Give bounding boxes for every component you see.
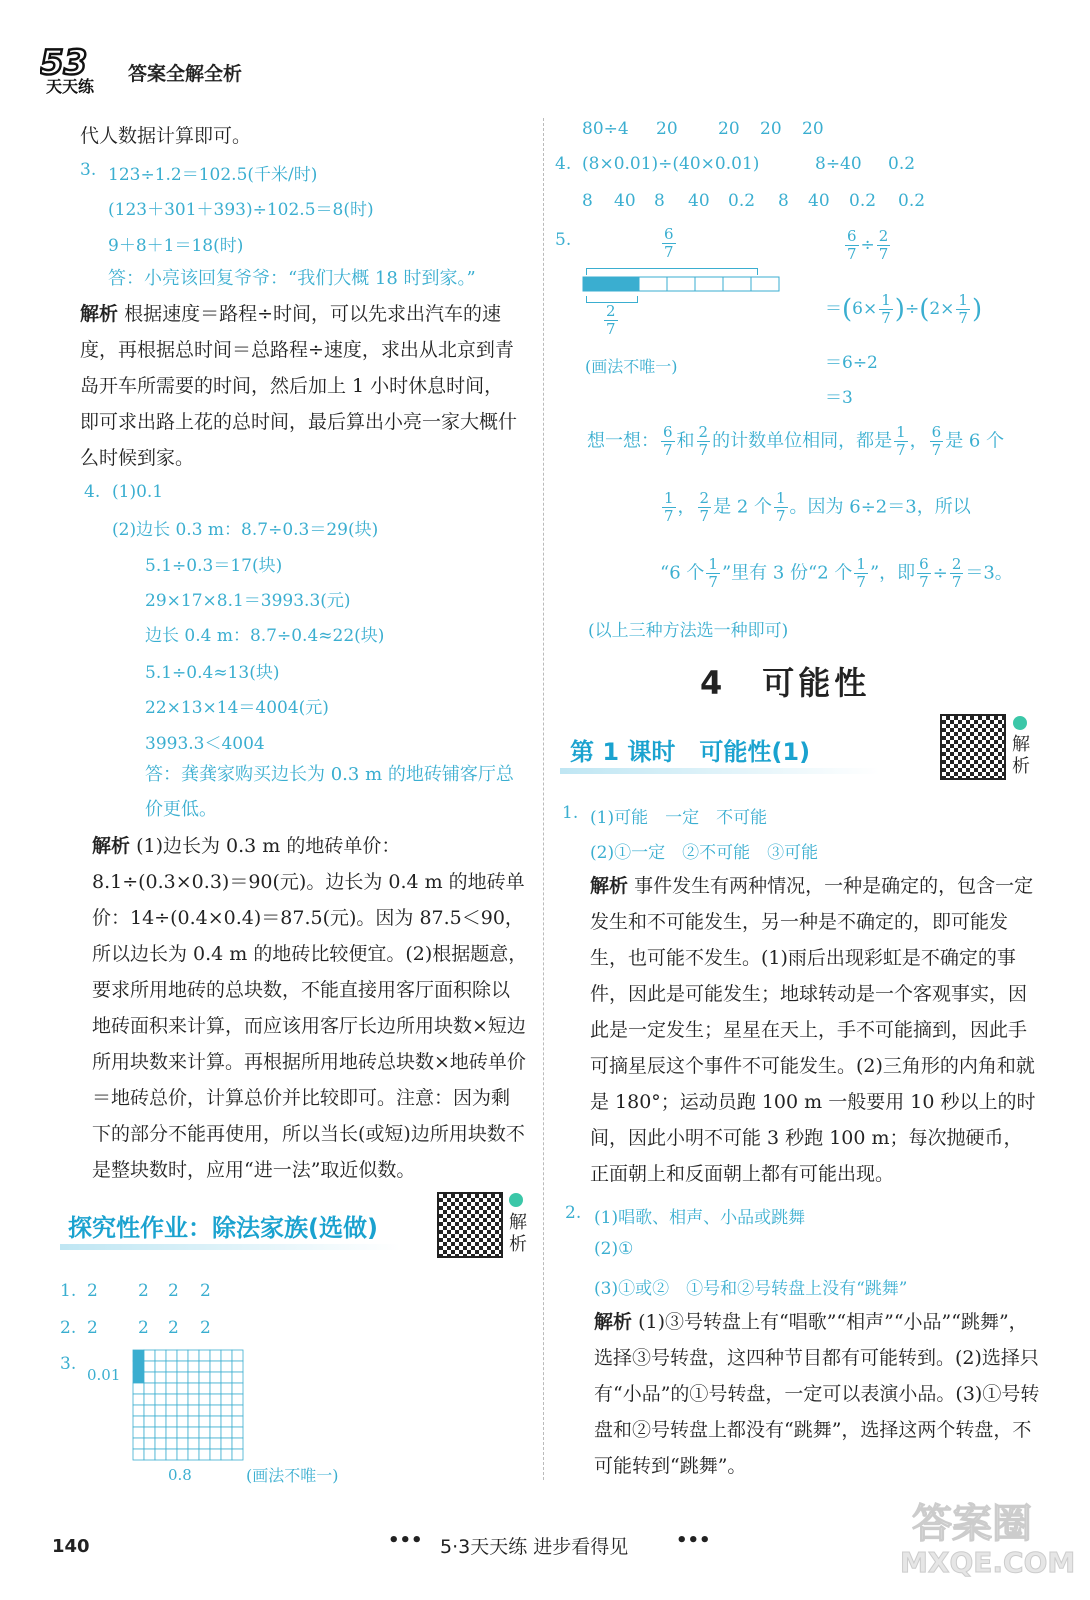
- q3-answer: 答：小亮该回复爷爷：“我们大概 18 时到家。”: [108, 268, 476, 289]
- q4-line-a: (1)0.1: [112, 482, 164, 502]
- value-item: 40: [808, 191, 830, 211]
- grid-cell: [177, 1361, 188, 1372]
- grid-cell: [199, 1394, 210, 1405]
- grid-cell: [166, 1405, 177, 1416]
- grid-cell: [232, 1427, 243, 1438]
- k2-number: 2.: [565, 1203, 582, 1223]
- grid-cell: [221, 1372, 232, 1383]
- k1-number: 1.: [562, 803, 579, 823]
- value-item: 40: [614, 191, 636, 211]
- grid-cell: [210, 1449, 221, 1460]
- lesson-title-underline: [560, 768, 880, 774]
- analysis-1-text: 根据速度＝路程÷时间，可以先求出汽车的速度，再根据总时间＝总路程÷速度，求出从北京到青岛开车所需要的时间，然后加上 1 小时休息时间，即可求出路上花的总时间，最后算出小亮一家大概什么时候到家。: [80, 303, 518, 469]
- grid-cell: [199, 1383, 210, 1394]
- eq-line-3: ＝6÷2: [825, 353, 878, 373]
- grid-cell: [177, 1449, 188, 1460]
- choose-note: (以上三种方法选一种即可): [588, 621, 789, 641]
- grid-cell: [155, 1383, 166, 1394]
- grid-cell: [166, 1361, 177, 1372]
- grid-cell: [221, 1449, 232, 1460]
- play-icon-2: [1013, 716, 1027, 730]
- grid-cell: [133, 1427, 144, 1438]
- analysis-label: 解析: [80, 303, 119, 325]
- grid-cell: [177, 1427, 188, 1438]
- value-item: 2: [168, 1318, 179, 1338]
- grid-cell: [166, 1449, 177, 1460]
- k1-line-a: (1)可能 一定 不可能: [590, 808, 768, 828]
- grid-label-bottom: 0.8: [168, 1466, 192, 1484]
- bar-segment: [583, 277, 611, 291]
- grid-cell: [144, 1449, 155, 1460]
- grid-cell: [166, 1416, 177, 1427]
- k2-line-c: (3)①或② ①号和②号转盘上没有“跳舞”: [594, 1279, 908, 1299]
- header-title: 答案全解全析: [128, 63, 243, 85]
- grid-cell: [133, 1394, 144, 1405]
- grid-cell: [166, 1427, 177, 1438]
- value-item: 2: [200, 1281, 211, 1301]
- grid-cell: [144, 1405, 155, 1416]
- r4-line-a: (8×0.01)÷(40×0.01): [582, 154, 760, 174]
- grid-cell: [210, 1372, 221, 1383]
- grid-cell: [155, 1438, 166, 1449]
- value-item: 8: [778, 191, 789, 211]
- value-item: 40: [688, 191, 710, 211]
- grid-cell: [199, 1372, 210, 1383]
- q3-number: 3.: [80, 160, 97, 180]
- grid-cell: [166, 1350, 177, 1361]
- grid-cell: [166, 1394, 177, 1405]
- qr-code-icon[interactable]: [437, 1192, 503, 1258]
- chapter-title: 4 可能性: [700, 664, 871, 702]
- analysis-4: [594, 1304, 1040, 1484]
- k1-line-b: (2)①一定 ②不可能 ③可能: [590, 843, 819, 863]
- q4-line-c: 5.1÷0.3＝17(块): [145, 556, 283, 576]
- bar-segment: [667, 277, 695, 291]
- grid-cell: [177, 1372, 188, 1383]
- grid-cell: [210, 1361, 221, 1372]
- grid-cell: [144, 1394, 155, 1405]
- grid-cell: [199, 1416, 210, 1427]
- k2-line-a: (1)唱歌、相声、小品或跳舞: [594, 1208, 806, 1228]
- grid-cell: [188, 1372, 199, 1383]
- grid-cell: [177, 1438, 188, 1449]
- grid-cell: [133, 1416, 144, 1427]
- q4-answer: 答：龚龚家购买边长为 0.3 m 的地砖铺客厅总价更低。: [145, 764, 514, 820]
- e1-number: 1.: [60, 1281, 77, 1301]
- grid-cell: [155, 1350, 166, 1361]
- value-item: 0.2: [898, 191, 926, 211]
- lesson-title: 第 1 课时 可能性(1): [570, 738, 811, 766]
- grid-cell: [210, 1438, 221, 1449]
- grid-cell: [133, 1383, 144, 1394]
- bar-top-fraction: $\frac{6}{7}$: [664, 225, 674, 261]
- bar-segment: [723, 277, 751, 291]
- think-line-1: 想一想： $\frac{6}{7}$ 和 $\frac{2}{7}$ 的计数单位相同，都是 $\frac{1}{7}$ ， $\frac{6}{7}$ 是 6 个: [587, 423, 1005, 459]
- grid-label-left: 0.01: [87, 1366, 121, 1384]
- analysis-2-text: (1)边长为 0.3 m 的地砖单价：8.1÷(0.3×0.3)＝90(元)。边长为 0.4 m 的地砖单价：14÷(0.4×0.4)＝87.5(元)。因为 87.5＜90，所以边长为 0.4 m 的地砖比较便宜。(2)根据题意，要求所用地砖的总块数，不能直接用客厅面积除以地砖面积来计算，而应该用客厅长边所用块数×短边所用块数来计算。再根据所用地砖总块数×地砖单价＝地砖总价，计算总价并比较即可。注意：因为剩下的部分不能再使用，所以当长(或短)边所用块数不是整块数时，应用“进一法”取近似数。: [92, 835, 528, 1181]
- analysis-4-text: (1)③号转盘上有“唱歌”“相声”“小品”“跳舞”，选择③号转盘，这四种节目都有可能转到。(2)选择只有“小品”的①号转盘，一定可以表演小品。(3)①号转盘和②号转盘上都没有“跳舞”，选择这两个转盘，不可能转到“跳舞”。: [594, 1311, 1040, 1477]
- grid-cell: [221, 1438, 232, 1449]
- think-line-3: “6 个 $\frac{1}{7}$ ”里有 3 份“2 个 $\frac{1}{7}$ ”，即 $\frac{6}{7}$ ÷ $\frac{2}{7}$ ＝3。: [660, 555, 1013, 591]
- grid-cell: [210, 1394, 221, 1405]
- grid-cell: [133, 1372, 144, 1383]
- bar-segment: [639, 277, 667, 291]
- grid-cell: [210, 1427, 221, 1438]
- value-item: 8: [654, 191, 665, 211]
- grid-cell: [166, 1383, 177, 1394]
- value-item: 20: [656, 119, 678, 139]
- value-item: 2: [168, 1281, 179, 1301]
- grid-cell: [232, 1405, 243, 1416]
- watermark: MXQE.COM: [900, 1546, 1076, 1579]
- grid-cell: [232, 1372, 243, 1383]
- watermark-cn: 答案圈: [912, 1501, 1032, 1547]
- r4-line-a2: 8÷40: [815, 154, 862, 174]
- q3-line-a: 123÷1.2＝102.5(千米/时): [108, 165, 318, 185]
- grid-cell: [188, 1383, 199, 1394]
- qr-side-label: 解析: [509, 1212, 527, 1255]
- grid-cell: [144, 1361, 155, 1372]
- grid-cell: [133, 1405, 144, 1416]
- grid-cell: [155, 1427, 166, 1438]
- q4-line-h: 3993.3＜4004: [145, 734, 265, 754]
- grid-cell: [188, 1416, 199, 1427]
- grid-cell: [210, 1383, 221, 1394]
- grid-cell: [232, 1383, 243, 1394]
- q4-line-d: 29×17×8.1＝3993.3(元): [145, 591, 351, 611]
- grid-cell: [155, 1372, 166, 1383]
- q4-line-e: 边长 0.4 m：8.7÷0.4≈22(块): [145, 626, 385, 646]
- value-item: 2: [200, 1318, 211, 1338]
- logo: [40, 40, 102, 96]
- footer-slogan: 5·3天天练 进步看得见: [440, 1536, 629, 1558]
- grid-cell: [177, 1405, 188, 1416]
- column-divider: [543, 118, 544, 1480]
- r5-number: 5.: [555, 230, 572, 250]
- grid-cell: [221, 1383, 232, 1394]
- analysis-1: [80, 296, 520, 476]
- grid-cell: [210, 1416, 221, 1427]
- grid-cell: [232, 1438, 243, 1449]
- bar-segment: [751, 277, 779, 291]
- grid-cell: [199, 1361, 210, 1372]
- analysis-2: [92, 828, 528, 1188]
- svg-text:53: 53: [40, 43, 88, 83]
- grid-cell: [177, 1394, 188, 1405]
- grid-cell: [177, 1350, 188, 1361]
- grid-cell: [155, 1361, 166, 1372]
- grid-cell: [188, 1350, 199, 1361]
- q3-line-b: (123＋301＋393)÷102.5＝8(时): [108, 200, 374, 220]
- bar-brace-top: [586, 268, 758, 275]
- value-item: 80÷4: [582, 119, 629, 139]
- grid-cell: [232, 1361, 243, 1372]
- grid-cell: [144, 1438, 155, 1449]
- left-line1: 代人数据计算即可。: [80, 125, 252, 147]
- grid-cell: [155, 1416, 166, 1427]
- value-item: 20: [760, 119, 782, 139]
- grid-cell: [133, 1350, 144, 1361]
- grid-cell: [155, 1405, 166, 1416]
- value-item: 8: [582, 191, 593, 211]
- grid-cell: [199, 1405, 210, 1416]
- grid-cell: [166, 1372, 177, 1383]
- grid-cell: [221, 1394, 232, 1405]
- k2-line-b: (2)①: [594, 1239, 634, 1259]
- eq-line-2: ＝(6× $\frac{1}{7}$ )÷(2× $\frac{1}{7}$ ): [825, 291, 983, 327]
- grid-cell: [155, 1394, 166, 1405]
- r4-number: 4.: [555, 154, 572, 174]
- bar-segment: [611, 277, 639, 291]
- grid-cell: [155, 1449, 166, 1460]
- grid-cell: [232, 1350, 243, 1361]
- e3-number: 3.: [60, 1354, 77, 1374]
- grid-cell: [199, 1449, 210, 1460]
- analysis-3-text: 事件发生有两种情况，一种是确定的，包含一定发生和不可能发生，另一种是不确定的，即可能发生，也可能不发生。(1)雨后出现彩虹是不确定的事件，因此是可能发生；地球转动是一个客观事实，因此是一定发生；星星在天上，手不可能摘到，因此手可摘星辰这个事件不可能发生。(2)三角形的内角和就是 180°；运动员跑 100 m 一般要用 10 秒以上的时间，因此小明不可能 3 秒跑 100 m；每次抛硬币，正面朝上和反面朝上都有可能出现。: [590, 875, 1036, 1185]
- qr-side-label-2: 解析: [1012, 734, 1030, 777]
- grid-cell: [188, 1405, 199, 1416]
- q4-line-g: 22×13×14＝4004(元): [145, 698, 329, 718]
- q4-line-b: (2)边长 0.3 m：8.7÷0.3＝29(块): [112, 520, 379, 540]
- bar-segment: [695, 277, 723, 291]
- r4-line-a3: 0.2: [888, 154, 916, 174]
- footer-dots-left: •••: [388, 1530, 423, 1551]
- q3-line-c: 9＋8＋1＝18(时): [108, 236, 244, 256]
- grid-note: (画法不唯一): [246, 1466, 339, 1485]
- fraction-bar: [582, 275, 782, 295]
- analysis-label-4: 解析: [594, 1311, 633, 1333]
- grid-cell: [199, 1350, 210, 1361]
- value-item: 2: [87, 1281, 98, 1301]
- grid-cell: [188, 1394, 199, 1405]
- grid-cell: [221, 1361, 232, 1372]
- analysis-3: [590, 868, 1036, 1192]
- e2-number: 2.: [60, 1318, 77, 1338]
- page-number: 140: [52, 1536, 90, 1557]
- grid-cell: [166, 1438, 177, 1449]
- footer-dots-right: •••: [676, 1530, 711, 1551]
- grid-cell: [221, 1350, 232, 1361]
- grid-cell: [210, 1405, 221, 1416]
- grid-cell: [210, 1350, 221, 1361]
- grid-cell: [133, 1361, 144, 1372]
- grid-cell: [232, 1449, 243, 1460]
- eq-line-4: ＝3: [825, 388, 853, 408]
- grid-cell: [133, 1449, 144, 1460]
- grid-cell: [199, 1438, 210, 1449]
- value-item: 2: [138, 1318, 149, 1338]
- logo-icon: [40, 40, 102, 96]
- grid-cell: [221, 1427, 232, 1438]
- grid-cell: [188, 1361, 199, 1372]
- value-item: 0.2: [849, 191, 877, 211]
- hundred-grid: [132, 1349, 244, 1461]
- eq-line-1: $\frac{6}{7}$ ÷ $\frac{2}{7}$: [847, 227, 889, 263]
- value-item: 2: [87, 1318, 98, 1338]
- grid-cell: [144, 1383, 155, 1394]
- grid-cell: [232, 1416, 243, 1427]
- think-line-2: $\frac{1}{7}$ ， $\frac{2}{7}$ 是 2 个 $\frac{1}{7}$ 。因为 6÷2＝3，所以: [664, 489, 971, 525]
- svg-text:天天练: 天天练: [46, 77, 95, 96]
- grid-cell: [177, 1416, 188, 1427]
- explore-title: 探究性作业：除法家族(选做): [68, 1214, 378, 1242]
- r5-note: (画法不唯一): [585, 357, 678, 376]
- grid-cell: [144, 1350, 155, 1361]
- bar-bottom-fraction: $\frac{2}{7}$: [606, 302, 616, 338]
- analysis-label-3: 解析: [590, 875, 629, 897]
- value-item: 2: [138, 1281, 149, 1301]
- value-item: 0.2: [728, 191, 756, 211]
- grid-cell: [221, 1416, 232, 1427]
- grid-cell: [144, 1372, 155, 1383]
- play-icon: [509, 1193, 523, 1207]
- value-item: 20: [718, 119, 740, 139]
- grid-cell: [188, 1427, 199, 1438]
- grid-cell: [232, 1394, 243, 1405]
- q4-line-f: 5.1÷0.4≈13(块): [145, 663, 280, 683]
- explore-title-underline: [60, 1244, 400, 1250]
- grid-cell: [188, 1449, 199, 1460]
- grid-cell: [221, 1405, 232, 1416]
- grid-cell: [199, 1427, 210, 1438]
- analysis-label-2: 解析: [92, 835, 131, 857]
- grid-cell: [188, 1438, 199, 1449]
- q4-number: 4.: [84, 482, 101, 502]
- grid-cell: [177, 1383, 188, 1394]
- grid-cell: [144, 1427, 155, 1438]
- grid-cell: [144, 1416, 155, 1427]
- qr-code-icon-2[interactable]: [940, 714, 1006, 780]
- grid-cell: [133, 1438, 144, 1449]
- value-item: 20: [802, 119, 824, 139]
